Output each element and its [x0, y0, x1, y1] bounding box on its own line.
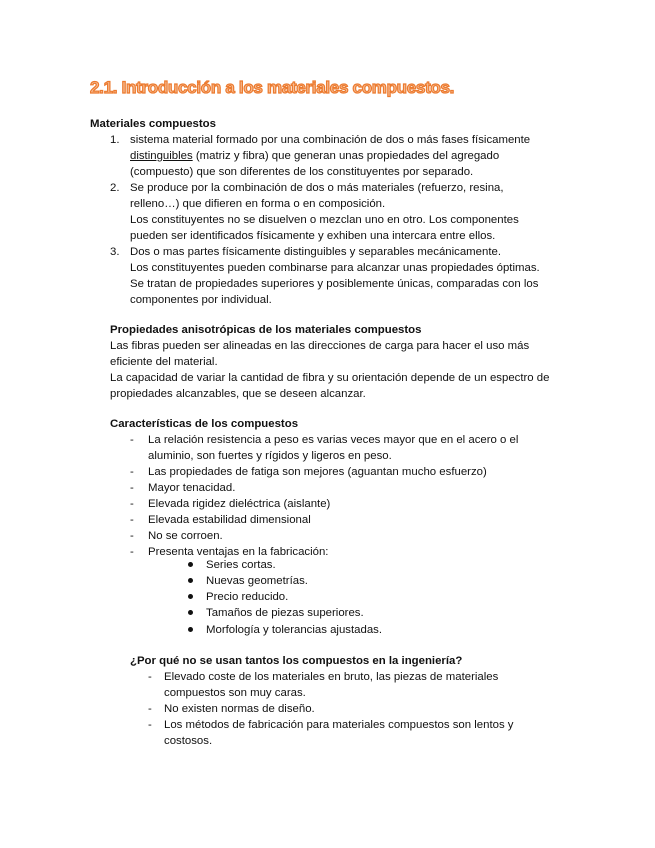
dash-marker: -: [148, 719, 152, 731]
paragraph-line: Las fibras pueden ser alineadas en las direcciones de carga para hacer el uso más: [110, 340, 530, 352]
list-item-line: Los constituyentes no se disuelven o mezclan uno en otro. Los componentes: [130, 214, 519, 226]
list-item-line: [130, 148, 499, 164]
list-item-line: Dos o mas partes físicamente distinguibles y separables mecánicamente.: [130, 246, 502, 258]
list-item-line: Presenta ventajas en la fabricación:: [148, 546, 329, 558]
dash-marker: -: [130, 466, 134, 478]
list-item-line: sistema material formado por una combinación de dos o más fases físicamente: [130, 134, 531, 146]
bullet-icon: [188, 594, 193, 599]
list-item-line: compuestos son muy caras.: [164, 687, 306, 699]
list-item-line: No se corroen.: [148, 530, 223, 542]
dash-marker: -: [130, 434, 134, 446]
dash-marker: -: [130, 530, 134, 542]
bullet-icon: [188, 562, 193, 567]
dash-marker: -: [148, 671, 152, 683]
dash-marker: -: [148, 703, 152, 715]
page-title: 2.1. Introducción a los materiales compuestos.: [90, 78, 455, 97]
sublist-item: Nuevas geometrías.: [206, 575, 308, 587]
sublist-item: Tamaños de piezas superiores.: [206, 607, 364, 619]
list-item-line: No existen normas de diseño.: [164, 703, 315, 715]
paragraph-line: propiedades alcanzables, que se deseen alcanzar.: [110, 388, 366, 400]
list-item-line: Elevada rigidez dieléctrica (aislante): [148, 498, 331, 510]
paragraph-line: eficiente del material.: [110, 356, 218, 368]
list-item-line: pueden ser identificados físicamente y exhiben una intercara entre ellos.: [130, 230, 496, 242]
list-item-line: Los métodos de fabricación para materiales compuestos son lentos y: [164, 719, 514, 731]
list-item-line: La relación resistencia a peso es varias veces mayor que en el acero o el: [148, 434, 519, 446]
bullet-icon: [188, 578, 193, 583]
list-item-line: Elevada estabilidad dimensional: [148, 514, 311, 526]
list-item-line: (compuesto) que son diferentes de los constituyentes por separado.: [130, 166, 474, 178]
section-heading-caracteristicas: Características de los compuestos: [110, 418, 299, 430]
list-item-line: Mayor tenacidad.: [148, 482, 236, 494]
bullet-icon: [188, 610, 193, 615]
list-marker: 2.: [110, 182, 120, 194]
section-heading-porque: ¿Por qué no se usan tantos los compuestos en la ingeniería?: [130, 655, 463, 667]
list-item-line: Elevado coste de los materiales en bruto, las piezas de materiales: [164, 671, 499, 683]
section-heading-materiales: Materiales compuestos: [90, 118, 216, 130]
list-item-line: Las propiedades de fatiga son mejores (aguantan mucho esfuerzo): [148, 466, 487, 478]
list-item-line: Los constituyentes pueden combinarse para alcanzar unas propiedades óptimas.: [130, 262, 540, 274]
list-marker: 1.: [110, 134, 120, 146]
section-heading-anisotropicas: Propiedades anisotrópicas de los materiales compuestos: [110, 324, 422, 336]
list-item-line: aluminio, son fuertes y rígidos y ligeros en peso.: [148, 450, 392, 462]
list-item-line: relleno…) que difieren en forma o en composición.: [130, 198, 386, 210]
bullet-icon: [188, 627, 193, 632]
dash-marker: -: [130, 514, 134, 526]
list-item-line: Se tratan de propiedades superiores y posiblemente únicas, comparadas con los: [130, 278, 539, 290]
sublist-item: Series cortas.: [206, 559, 276, 571]
underlined-term: distinguibles: [130, 150, 193, 162]
list-item-line: Se produce por la combinación de dos o más materiales (refuerzo, resina,: [130, 182, 504, 194]
sublist-item: Precio reducido.: [206, 591, 289, 603]
dash-marker: -: [130, 482, 134, 494]
list-marker: 3.: [110, 246, 120, 258]
paragraph-line: La capacidad de variar la cantidad de fibra y su orientación depende de un espectro de: [110, 372, 550, 384]
list-item-line: costosos.: [164, 735, 213, 747]
sublist-item: Morfología y tolerancias ajustadas.: [206, 624, 383, 636]
list-item-line: componentes por individual.: [130, 294, 272, 306]
list-item-text: (matriz y fibra) que generan unas propiedades del agregado: [195, 150, 500, 162]
dash-marker: -: [130, 498, 134, 510]
dash-marker: -: [130, 546, 134, 558]
